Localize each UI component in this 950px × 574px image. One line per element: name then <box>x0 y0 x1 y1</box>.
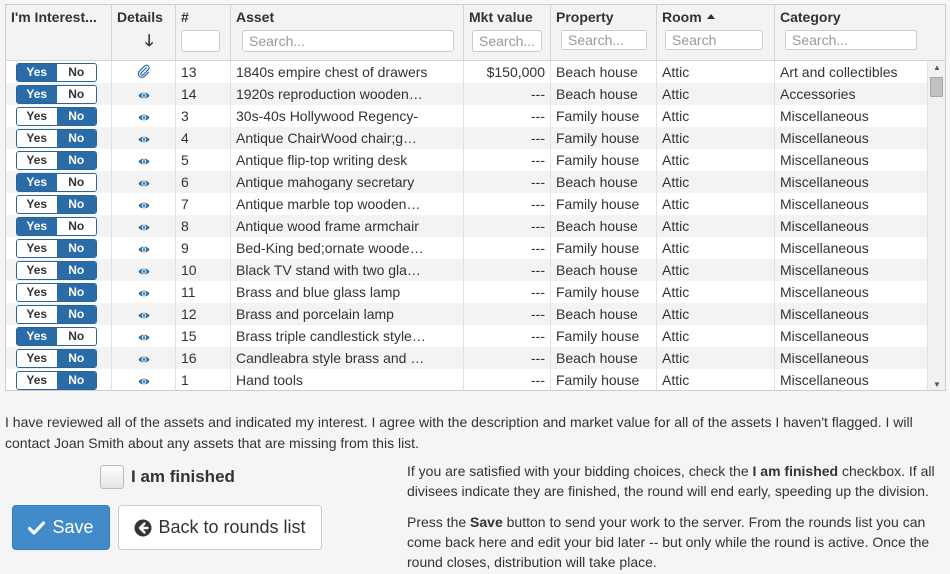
col-title-property: Property <box>556 9 614 25</box>
property-cell: Family house <box>551 281 657 303</box>
interest-yes-option[interactable]: Yes <box>17 328 57 345</box>
interest-toggle[interactable] <box>16 283 97 302</box>
details-cell[interactable] <box>112 83 176 105</box>
number-cell: 3 <box>176 105 231 127</box>
interest-cell <box>6 215 112 237</box>
asset-cell: Hand tools <box>231 369 464 391</box>
assets-grid <box>5 4 946 391</box>
interest-toggle[interactable] <box>16 173 97 192</box>
interest-yes-option[interactable]: Yes <box>17 108 57 125</box>
room-cell: Attic <box>657 369 775 391</box>
col-title-room: Room <box>662 9 769 25</box>
number-cell: 11 <box>176 281 231 303</box>
interest-toggle[interactable] <box>16 85 97 104</box>
category-cell: Miscellaneous <box>780 350 869 366</box>
interest-cell <box>6 171 112 193</box>
eye-icon[interactable] <box>138 260 150 281</box>
scroll-thumb[interactable] <box>930 77 943 97</box>
table-row <box>6 61 928 83</box>
interest-toggle[interactable] <box>16 107 97 126</box>
number-cell: 5 <box>176 149 231 171</box>
eye-icon[interactable] <box>138 348 150 369</box>
room-filter-input[interactable] <box>665 30 763 50</box>
col-title-interest: I'm Interest... <box>11 9 97 25</box>
asset-cell: Antique flip-top writing desk <box>231 149 464 171</box>
asset-cell: Antique wood frame armchair <box>231 215 464 237</box>
property-cell: Family house <box>551 193 657 215</box>
property-cell: Family house <box>551 105 657 127</box>
number-cell: 15 <box>176 325 231 347</box>
asset-cell: Black TV stand with two gla… <box>231 259 464 281</box>
details-cell[interactable] <box>112 347 176 369</box>
interest-no-option[interactable]: No <box>57 196 97 213</box>
number-cell: 6 <box>176 171 231 193</box>
interest-no-option[interactable]: No <box>57 108 97 125</box>
number-cell: 12 <box>176 303 231 325</box>
back-button-label: Back to rounds list <box>158 517 306 537</box>
room-cell: Attic <box>657 105 775 127</box>
number-filter-input[interactable] <box>181 30 220 52</box>
eye-icon[interactable] <box>138 326 150 347</box>
finished-checkbox[interactable] <box>100 465 124 489</box>
asset-cell: Brass and porcelain lamp <box>231 303 464 325</box>
number-cell: 7 <box>176 193 231 215</box>
table-row <box>6 369 928 391</box>
number-cell: 13 <box>176 61 231 83</box>
property-cell: Family house <box>551 149 657 171</box>
col-header-category[interactable] <box>775 5 946 61</box>
scroll-up-icon[interactable]: ▲ <box>933 63 941 72</box>
eye-icon[interactable] <box>138 282 150 303</box>
details-cell[interactable] <box>112 325 176 347</box>
checkmark-icon <box>28 521 45 535</box>
interest-cell <box>6 303 112 325</box>
mkt-value-cell: --- <box>464 215 551 237</box>
interest-yes-option[interactable]: Yes <box>17 262 57 279</box>
interest-toggle[interactable] <box>16 239 97 258</box>
col-title-mkt-value: Mkt value <box>469 9 533 25</box>
interest-cell <box>6 325 112 347</box>
interest-yes-option[interactable]: Yes <box>17 218 57 235</box>
asset-cell: Antique ChairWood chair;g… <box>231 127 464 149</box>
interest-cell <box>6 281 112 303</box>
interest-toggle[interactable] <box>16 327 97 346</box>
col-header-room[interactable] <box>657 5 775 61</box>
mkt-value-cell: --- <box>464 105 551 127</box>
interest-no-option[interactable]: No <box>57 240 97 257</box>
details-cell[interactable] <box>112 105 176 127</box>
interest-cell <box>6 149 112 171</box>
property-cell: Family house <box>551 369 657 391</box>
table-row <box>6 281 928 303</box>
interest-yes-option[interactable]: Yes <box>17 64 57 81</box>
interest-no-option[interactable]: No <box>57 64 97 81</box>
property-cell: Family house <box>551 325 657 347</box>
interest-no-option[interactable]: No <box>57 284 97 301</box>
table-row <box>6 127 928 149</box>
asset-cell: 1840s empire chest of drawers <box>231 61 464 83</box>
asset-cell: Bed-King bed;ornate woode… <box>231 237 464 259</box>
room-cell: Attic <box>657 347 775 369</box>
mkt-value-cell: --- <box>464 259 551 281</box>
number-cell: 4 <box>176 127 231 149</box>
category-cell: Miscellaneous <box>780 218 869 234</box>
col-title-category: Category <box>780 9 841 25</box>
table-row <box>6 83 928 105</box>
room-cell: Attic <box>657 83 775 105</box>
interest-cell <box>6 127 112 149</box>
category-cell: Miscellaneous <box>780 196 869 212</box>
col-header-details[interactable] <box>112 5 176 61</box>
eye-icon[interactable] <box>138 216 150 237</box>
asset-cell: Antique mahogany secretary <box>231 171 464 193</box>
eye-icon[interactable] <box>138 238 150 259</box>
property-cell: Beach house <box>551 215 657 237</box>
details-cell[interactable] <box>112 259 176 281</box>
grid-body <box>6 61 928 391</box>
asset-cell: Antique marble top wooden… <box>231 193 464 215</box>
interest-yes-option[interactable]: Yes <box>17 372 57 389</box>
details-cell[interactable] <box>112 215 176 237</box>
details-cell[interactable] <box>112 127 176 149</box>
mkt-value-cell: --- <box>464 171 551 193</box>
room-cell: Attic <box>657 127 775 149</box>
interest-cell <box>6 61 112 83</box>
interest-no-option[interactable]: No <box>57 372 97 389</box>
paperclip-icon[interactable] <box>137 62 151 83</box>
interest-no-option[interactable]: No <box>57 130 97 147</box>
interest-yes-option[interactable]: Yes <box>17 152 57 169</box>
interest-yes-option[interactable]: Yes <box>17 130 57 147</box>
category-cell: Art and collectibles <box>780 64 898 80</box>
asset-cell: 1920s reproduction wooden… <box>231 83 464 105</box>
finished-checkbox-group[interactable] <box>100 465 235 489</box>
mkt-value-cell: --- <box>464 347 551 369</box>
interest-cell <box>6 83 112 105</box>
eye-icon[interactable] <box>138 194 150 215</box>
interest-cell <box>6 193 112 215</box>
col-title-number: # <box>181 9 189 25</box>
sort-down-arrow-icon[interactable]: 🡓 <box>145 33 154 50</box>
room-cell: Attic <box>657 215 775 237</box>
vertical-scrollbar[interactable] <box>927 61 945 391</box>
interest-cell <box>6 105 112 127</box>
eye-icon[interactable] <box>138 172 150 193</box>
interest-yes-option[interactable]: Yes <box>17 86 57 103</box>
room-cell: Attic <box>657 325 775 347</box>
interest-cell <box>6 237 112 259</box>
room-cell: Attic <box>657 237 775 259</box>
room-cell: Attic <box>657 259 775 281</box>
details-cell[interactable] <box>112 193 176 215</box>
category-cell: Miscellaneous <box>780 372 869 388</box>
interest-toggle[interactable] <box>16 129 97 148</box>
room-cell: Attic <box>657 193 775 215</box>
details-cell[interactable] <box>112 61 176 83</box>
table-row <box>6 259 928 281</box>
col-header-property[interactable] <box>551 5 657 61</box>
asset-cell: 30s-40s Hollywood Regency- <box>231 105 464 127</box>
asset-filter-input[interactable] <box>242 30 454 52</box>
mkt-value-cell: --- <box>464 325 551 347</box>
number-cell: 10 <box>176 259 231 281</box>
interest-yes-option[interactable]: Yes <box>17 174 57 191</box>
col-header-asset[interactable] <box>231 5 464 61</box>
save-help-text: Press the Save button to send your work to the server. From the rounds list you can come back here and edit your bid later -- but only while the round is active. Once the round closes, distribution will take place. <box>407 514 930 570</box>
eye-icon[interactable] <box>138 150 150 171</box>
interest-toggle[interactable] <box>16 151 97 170</box>
details-cell[interactable] <box>112 303 176 325</box>
property-cell: Beach house <box>551 171 657 193</box>
room-cell: Attic <box>657 149 775 171</box>
interest-toggle[interactable] <box>16 195 97 214</box>
save-button-label: Save <box>52 517 94 537</box>
col-title-asset: Asset <box>236 9 275 25</box>
col-header-interest[interactable] <box>6 5 112 61</box>
arrow-left-circle-icon <box>134 519 152 537</box>
interest-toggle[interactable] <box>16 349 97 368</box>
property-filter-input[interactable] <box>561 30 647 50</box>
interest-cell <box>6 347 112 369</box>
interest-no-option[interactable]: No <box>57 350 97 367</box>
interest-toggle[interactable] <box>16 261 97 280</box>
mkt-value-cell: $150,000 <box>464 61 551 83</box>
table-row <box>6 105 928 127</box>
category-cell: Miscellaneous <box>780 240 869 256</box>
interest-no-option[interactable]: No <box>57 306 97 323</box>
interest-toggle[interactable] <box>16 63 97 82</box>
interest-yes-option[interactable]: Yes <box>17 240 57 257</box>
property-cell: Beach house <box>551 347 657 369</box>
interest-no-option[interactable]: No <box>57 218 97 235</box>
mkt-value-cell: --- <box>464 281 551 303</box>
save-button[interactable] <box>12 505 110 550</box>
table-row <box>6 149 928 171</box>
category-cell: Miscellaneous <box>780 108 869 124</box>
property-cell: Beach house <box>551 303 657 325</box>
interest-yes-option[interactable]: Yes <box>17 350 57 367</box>
mkt-value-cell: --- <box>464 127 551 149</box>
number-cell: 16 <box>176 347 231 369</box>
interest-cell <box>6 369 112 391</box>
details-cell[interactable] <box>112 281 176 303</box>
eye-icon[interactable] <box>138 304 150 325</box>
finished-label[interactable]: I am finished <box>131 467 235 486</box>
asset-cell: Brass and blue glass lamp <box>231 281 464 303</box>
scroll-down-icon[interactable]: ▼ <box>933 380 941 389</box>
col-title-details: Details <box>117 9 163 25</box>
col-header-mkt-value[interactable] <box>464 5 551 61</box>
number-cell: 14 <box>176 83 231 105</box>
property-cell: Beach house <box>551 259 657 281</box>
interest-cell <box>6 259 112 281</box>
interest-toggle[interactable] <box>16 371 97 390</box>
sort-ascending-icon <box>707 14 715 19</box>
details-cell[interactable] <box>112 171 176 193</box>
mkt-value-cell: --- <box>464 237 551 259</box>
interest-no-option[interactable]: No <box>57 174 97 191</box>
details-cell[interactable] <box>112 237 176 259</box>
grid-header <box>6 5 946 61</box>
category-cell: Miscellaneous <box>780 262 869 278</box>
category-cell: Miscellaneous <box>780 152 869 168</box>
mkt-value-cell: --- <box>464 303 551 325</box>
eye-icon[interactable] <box>138 370 150 391</box>
mkt-value-cell: --- <box>464 149 551 171</box>
table-row <box>6 171 928 193</box>
number-cell: 1 <box>176 369 231 391</box>
category-cell: Miscellaneous <box>780 328 869 344</box>
interest-toggle[interactable] <box>16 305 97 324</box>
eye-icon[interactable] <box>138 84 150 105</box>
category-cell: Miscellaneous <box>780 130 869 146</box>
number-cell: 9 <box>176 237 231 259</box>
col-header-number[interactable] <box>176 5 231 61</box>
property-cell: Beach house <box>551 83 657 105</box>
interest-no-option[interactable]: No <box>57 152 97 169</box>
mkt-value-cell: --- <box>464 369 551 391</box>
table-row <box>6 347 928 369</box>
room-cell: Attic <box>657 61 775 83</box>
asset-cell: Brass triple candlestick style… <box>231 325 464 347</box>
category-cell: Miscellaneous <box>780 174 869 190</box>
room-cell: Attic <box>657 171 775 193</box>
table-row <box>6 237 928 259</box>
eye-icon[interactable] <box>138 128 150 149</box>
property-cell: Family house <box>551 237 657 259</box>
details-cell[interactable] <box>112 149 176 171</box>
mkt-value-filter-input[interactable] <box>472 30 542 52</box>
agreement-text: I have reviewed all of the assets and indicated my interest. I agree with the description and market value for all of the assets I haven't flagged. I will contact Joan Smith about any assets that are missing from this list. <box>5 414 913 451</box>
table-row <box>6 193 928 215</box>
interest-no-option[interactable]: No <box>57 328 97 345</box>
interest-toggle[interactable] <box>16 217 97 236</box>
interest-no-option[interactable]: No <box>57 262 97 279</box>
room-cell: Attic <box>657 303 775 325</box>
mkt-value-cell: --- <box>464 83 551 105</box>
category-filter-input[interactable] <box>785 30 917 50</box>
back-to-rounds-button[interactable] <box>118 505 322 550</box>
category-cell: Miscellaneous <box>780 306 869 322</box>
interest-yes-option[interactable]: Yes <box>17 196 57 213</box>
category-cell: Accessories <box>780 86 856 102</box>
interest-no-option[interactable]: No <box>57 86 97 103</box>
category-cell: Miscellaneous <box>780 284 869 300</box>
interest-yes-option[interactable]: Yes <box>17 284 57 301</box>
room-cell: Attic <box>657 281 775 303</box>
property-cell: Beach house <box>551 61 657 83</box>
table-row <box>6 325 928 347</box>
number-cell: 8 <box>176 215 231 237</box>
table-row <box>6 215 928 237</box>
mkt-value-cell: --- <box>464 193 551 215</box>
interest-yes-option[interactable]: Yes <box>17 306 57 323</box>
property-cell: Family house <box>551 127 657 149</box>
details-cell[interactable] <box>112 369 176 391</box>
table-row <box>6 303 928 325</box>
eye-icon[interactable] <box>138 106 150 127</box>
asset-cell: Candleabra style brass and … <box>231 347 464 369</box>
finished-help-text: If you are satisfied with your bidding choices, check the I am finished checkbox. If all divisees indicate they are finished, the round will end early, speeding up the division. <box>407 463 935 499</box>
